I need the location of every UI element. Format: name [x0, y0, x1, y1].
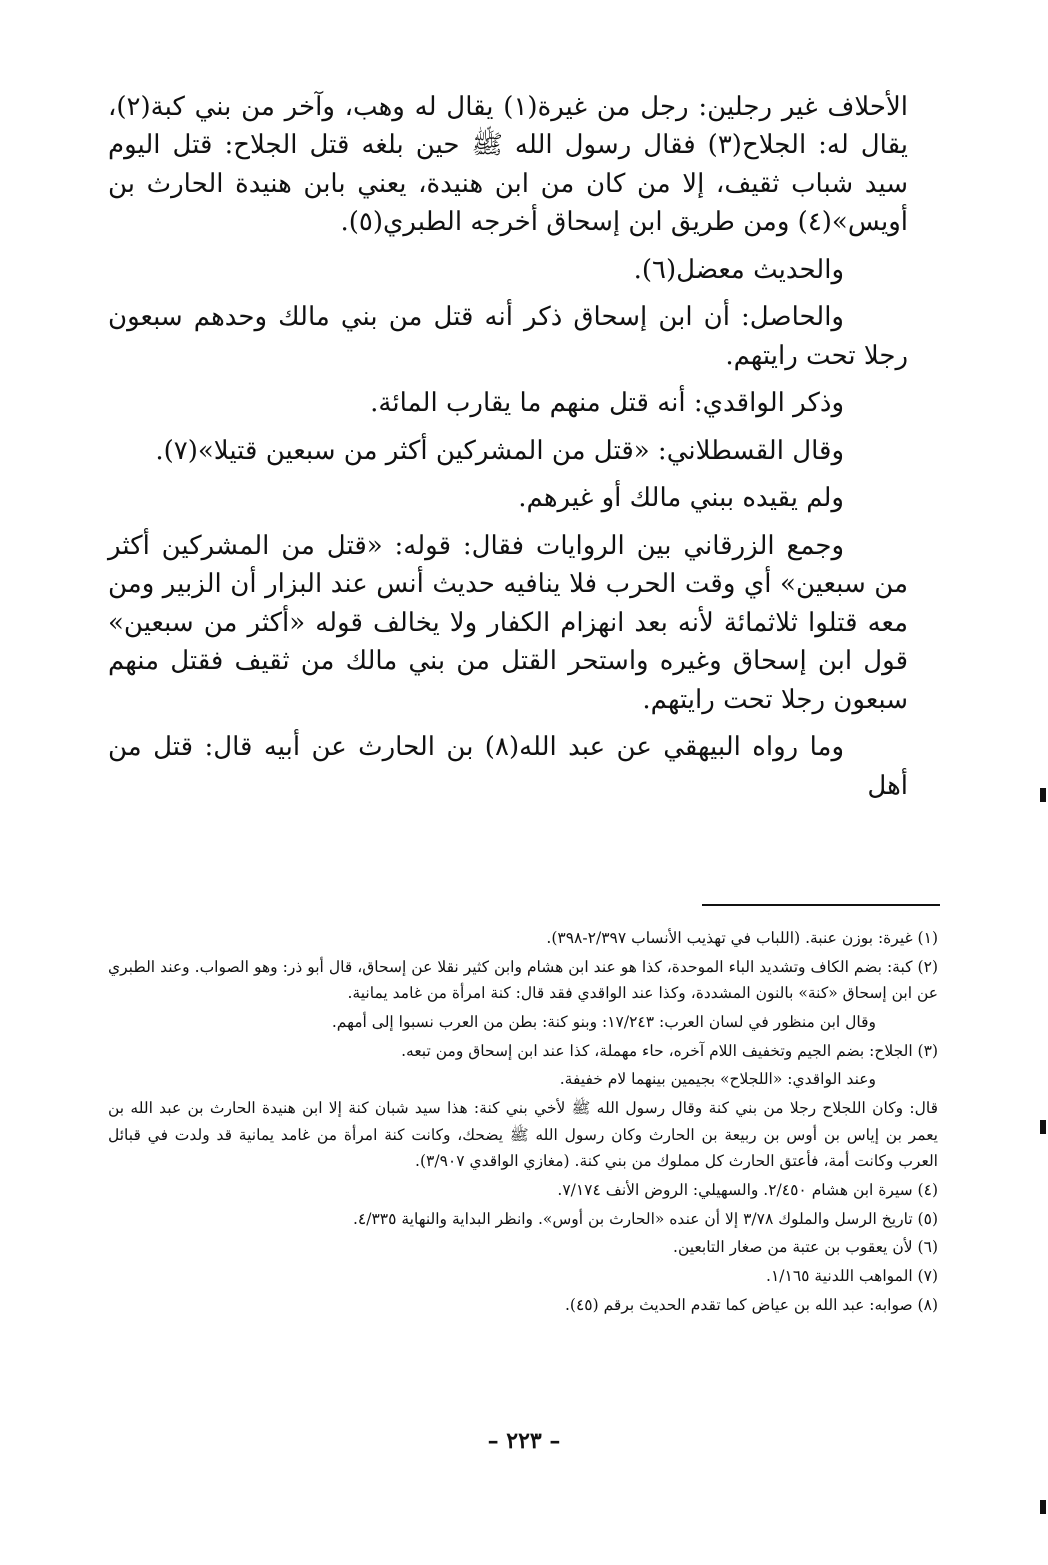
- footnote: (٨) صوابه: عبد الله بن عياض كما تقدم الحديث برقم (٤٥).: [565, 1295, 938, 1314]
- main-text: [108, 88, 908, 814]
- paragraph: وما رواه البيهقي عن عبد الله(٨) بن الحارث عن أبيه قال: قتل من أهل: [108, 732, 908, 801]
- scan-edge-mark: [1040, 1120, 1046, 1134]
- footnote: (٤) سيرة ابن هشام ٢/٤٥٠. والسهيلي: الروض الأنف ٧/١٧٤.: [557, 1180, 938, 1199]
- footnote: (٥) تاريخ الرسل والملوك ٣/٧٨ إلا أن عنده «الحارث بن أوس». وانظر البداية والنهاية ٤/٣٣٥.: [352, 1209, 938, 1228]
- footnote-continuation: قال: وكان اللجلاح رجلا من بني كنة وقال رسول الله ﷺ لأخي بني كنة: هذا سيد شبان كنة إلا ابن هنيدة الحارث بن عبد الله بن يعمر بن إياس بن أوس بن ربيعة بن الحارث وكان رسول الله ﷺ يضحك، وكانت كنة امرأة من غامد يمانية قد ولدت في قبائل العرب وكانت أمة، فأعتق الحارث كل مملوك من بني كنة. (مغازي الواقدي ٣/٩٠٧).: [108, 1098, 938, 1171]
- paragraph: وذكر الواقدي: أنه قتل منهم ما يقارب المائة.: [370, 388, 844, 419]
- footnote-continuation: وعند الواقدي: «اللجلاح» بجيمين بينهما لام خفيفة.: [559, 1070, 876, 1089]
- paragraph: والحديث معضل(٦).: [633, 254, 844, 285]
- paragraph: ولم يقيده ببني مالك أو غيرهم.: [518, 483, 844, 514]
- paragraph: وجمع الزرقاني بين الروايات فقال: قوله: «قتل من المشركين أكثر من سبعين» أي وقت الحرب فلا ينافيه حديث أنس عند البزار أن الزبير ومن معه قتلوا ثلاثمائة لأنه بعد انهزام الكفار ولا يخالف قوله «أكثر من سبعين» قول ابن إسحاق وغيره واستحر القتل من بني مالك من ثقيف فقتل منهم سبعون رجلا تحت رايتهم.: [108, 530, 908, 715]
- footnote: (٢) كبة: بضم الكاف وتشديد الباء الموحدة، كذا هو عند ابن هشام وابن كثير نقلا عن إسحاق، قال أبو ذر: وهو الصواب. وعند الطبري عن ابن إسحاق «كنة» بالنون المشددة، وكذا عند الواقدي فقد قال: كنة امرأة من غامد يمانية.: [108, 957, 938, 1003]
- scan-edge-mark: [1040, 788, 1046, 802]
- footnote-continuation: وقال ابن منظور في لسان العرب: ١٧/٢٤٣: وبنو كنة: بطن من العرب نسبوا إلى أمهم.: [331, 1012, 876, 1031]
- footnote: (١) غيرة: بوزن عنبة. (اللباب في تهذيب الأنساب ٢/٣٩٧-٣٩٨).: [546, 929, 938, 947]
- footnote: (٦) لأن يعقوب بن عتبة من صغار التابعين.: [673, 1238, 938, 1257]
- paragraph: الأحلاف غير رجلين: رجل من غيرة(١) يقال له وهب، وآخر من بني كبة(٢)، يقال له: الجلاح(٣) فقال رسول الله ﷺ حين بلغه قتل الجلاح: قتل اليوم سيد شباب ثقيف، إلا من كان من ابن هنيدة، يعني بابن هنيدة الحارث بن أويس»(٤) ومن طريق ابن إسحاق أخرجه الطبري(٥).: [108, 92, 908, 238]
- page-number: – ٢٢٣ –: [487, 1428, 561, 1454]
- footnote-separator: [702, 904, 940, 906]
- paragraph: والحاصل: أن ابن إسحاق ذكر أنه قتل من بني مالك وحدهم سبعون رجلا تحت رايتهم.: [108, 302, 908, 371]
- scan-edge-mark: [1040, 1500, 1046, 1514]
- paragraph: وقال القسطلاني: «قتل من المشركين أكثر من سبعين قتيلا»(٧).: [155, 435, 844, 466]
- footnote: (٧) المواهب اللدنية ١/١٦٥.: [766, 1266, 938, 1285]
- footnote: (٣) الجلاح: بضم الجيم وتخفيف اللام آخره، حاء مهملة، كذا عند ابن إسحاق ومن تبعه.: [401, 1041, 938, 1060]
- footnotes: [108, 925, 938, 1320]
